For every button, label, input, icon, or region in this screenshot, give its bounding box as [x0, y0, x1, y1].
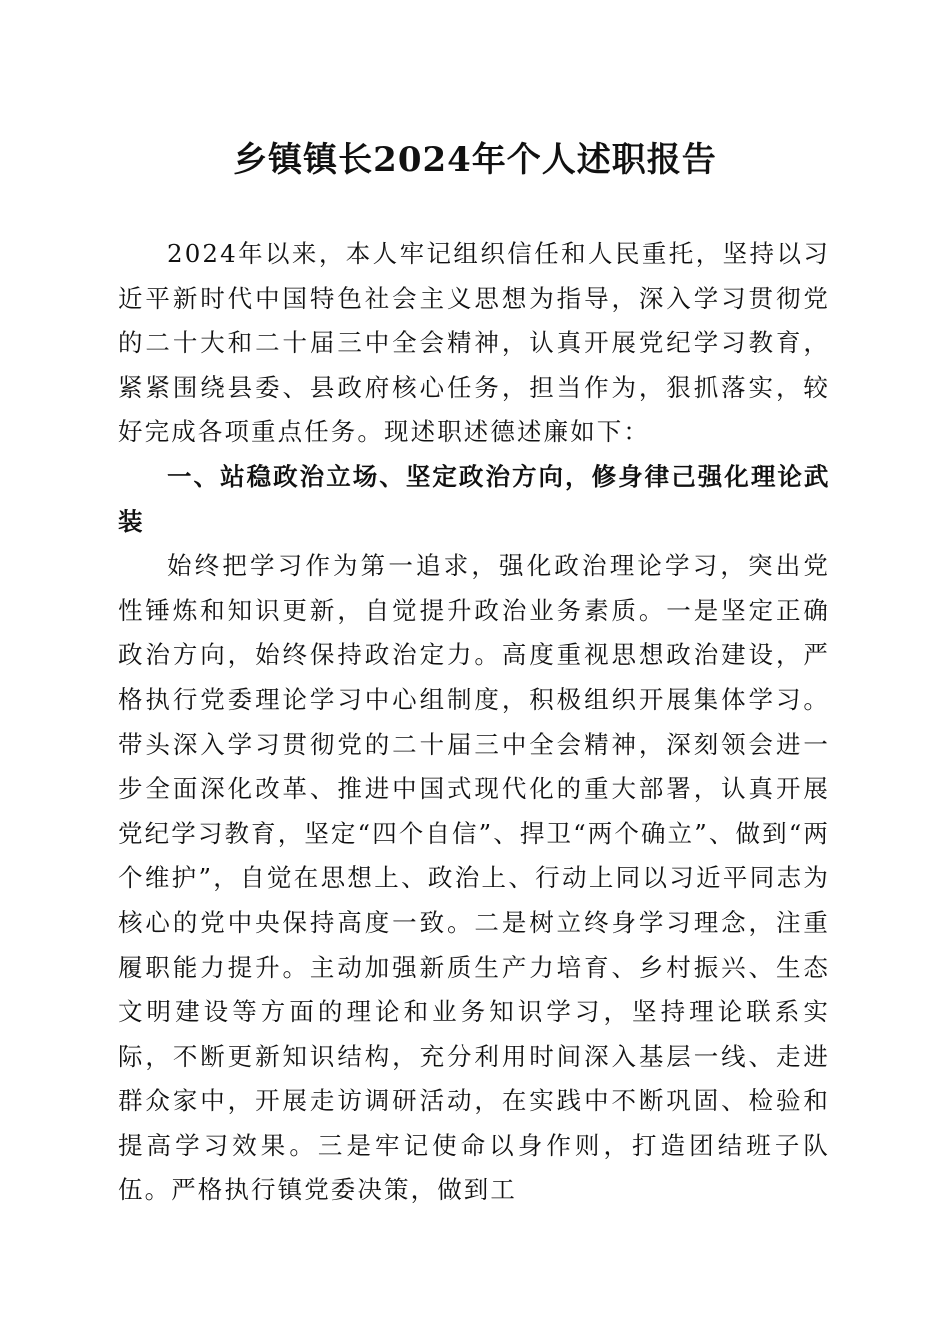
document-title: 乡镇镇长2024年个人述职报告 — [233, 140, 717, 180]
intro-paragraph: 2024年以来，本人牢记组织信任和人民重托，坚持以习近平新时代中国特色社会主义思想为指导，深入学习贯彻党的二十大和二十届三中全会精神，认真开展党纪学习教育，紧紧围绕县委、县政府核心任务，担当作为，狠抓落实，较好完成各项重点任务。现述职述德述廉如下： — [118, 239, 830, 447]
document-body — [118, 232, 830, 1213]
section-paragraph-1: 始终把学习作为第一追求，强化政治理论学习，突出党性锤炼和知识更新，自觉提升政治业务素质。一是坚定正确政治方向，始终保持政治定力。高度重视思想政治建设，严格执行党委理论学习中心组制度，积极组织开展集体学习。带头深入学习贯彻党的二十届三中全会精神，深刻领会进一步全面深化改革、推进中国式现代化的重大部署，认真开展党纪学习教育，坚定“四个自信”、捍卫“两个确立”、做到“两个维护”，自觉在思想上、政治上、行动上同以习近平同志为核心的党中央保持高度一致。二是树立终身学习理念，注重履职能力提升。主动加强新质生产力培育、乡村振兴、生态文明建设等方面的理论和业务知识学习，坚持理论联系实际，不断更新知识结构，充分利用时间深入基层一线、走进群众家中，开展走访调研活动，在实践中不断巩固、检验和提高学习效果。三是牢记使命以身作则，打造团结班子队伍。严格执行镇党委决策，做到工 — [118, 551, 830, 1205]
section-heading-1: 一、站稳政治立场、坚定政治方向，修身律己强化理论武装 — [118, 461, 830, 536]
